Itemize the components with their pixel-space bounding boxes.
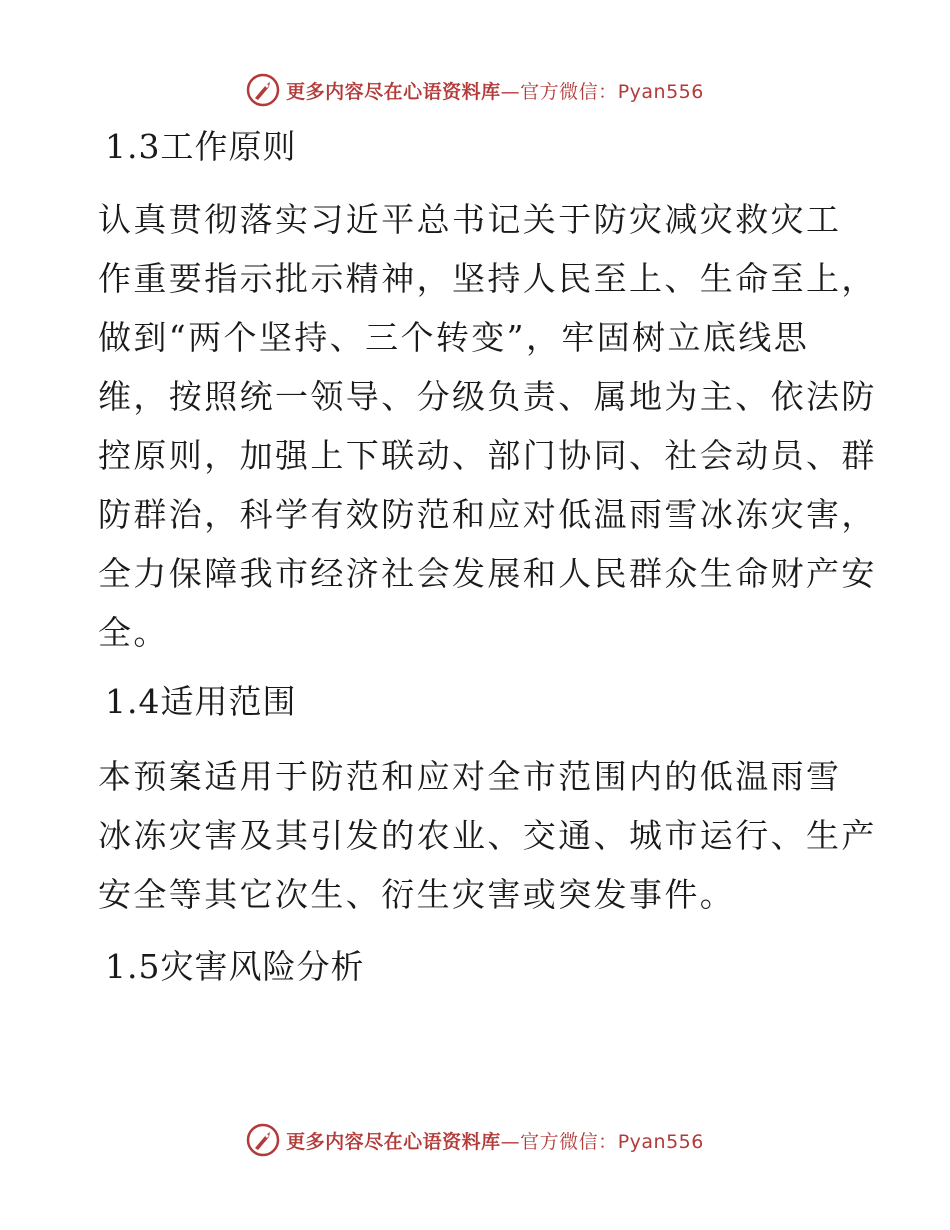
- section-heading: 1.3工作原则: [105, 127, 297, 166]
- paragraph-line: 安全等其它次生、衍生灾害或突发事件。: [98, 875, 736, 914]
- section-heading: 1.5灾害风险分析: [105, 947, 365, 986]
- section-heading: 1.4适用范围: [105, 682, 297, 721]
- header-watermark: [0, 70, 950, 110]
- paragraph-line: 本预案适用于防范和应对全市范围内的低温雨雪: [98, 757, 842, 796]
- paragraph-line: 维，按照统一领导、分级负责、属地为主、依法防: [98, 377, 877, 416]
- paragraph-line: 全力保障我市经济社会发展和人民群众生命财产安: [98, 554, 877, 593]
- paragraph-line: 认真贯彻落实习近平总书记关于防灾减灾救灾工: [98, 200, 842, 239]
- paragraph-line: 做到“两个坚持、三个转变”，牢固树立底线思: [98, 318, 810, 357]
- paragraph-line: 防群治，科学有效防范和应对低温雨雪冰冻灾害，: [98, 495, 877, 534]
- section-paragraph: [98, 747, 877, 924]
- paragraph-line: 全。: [98, 613, 169, 652]
- watermark-text: 更多内容尽在心语资料库—官方微信：Pyan556: [286, 1130, 704, 1153]
- paragraph-line: 作重要指示批示精神，坚持人民至上、生命至上，: [98, 259, 877, 298]
- pen-nib-logo-icon: [246, 73, 280, 107]
- footer-watermark: [0, 1120, 950, 1160]
- pen-nib-logo-icon: [246, 1123, 280, 1157]
- paragraph-line: 控原则，加强上下联动、部门协同、社会动员、群: [98, 436, 877, 475]
- watermark-text: 更多内容尽在心语资料库—官方微信：Pyan556: [286, 80, 704, 103]
- paragraph-line: 冰冻灾害及其引发的农业、交通、城市运行、生产: [98, 816, 877, 855]
- section-paragraph: [98, 190, 877, 662]
